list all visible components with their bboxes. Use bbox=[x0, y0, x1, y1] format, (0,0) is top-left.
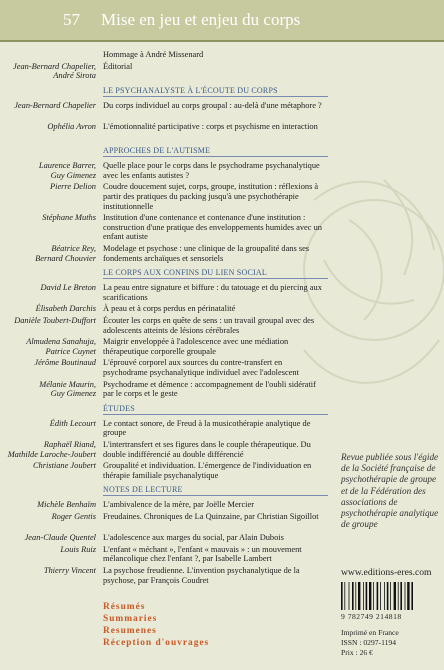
toc-title[interactable]: Institution d'une contenance et contenance d'une institution : construction d'une pratique des enveloppements humides avec un enfant autiste bbox=[103, 213, 322, 242]
toc-title[interactable]: Écouter les corps en quête de sens : un travail groupal avec des adolescents atteints de lésions cérébrales bbox=[103, 316, 315, 335]
toc-title[interactable]: Coudre doucement sujet, corps, groupe, institution : réflexions à partir des pratiques du packing jusqu'à une psychothérapie institutionnelle bbox=[103, 182, 319, 211]
barcode-bar bbox=[373, 582, 374, 610]
toc-author: Béatrice Rey, Bernard Chouvier bbox=[35, 244, 96, 263]
header-bar bbox=[0, 0, 444, 42]
toc-title[interactable]: Le contact sonore, de Freud à la musicothérapie analytique de groupe bbox=[103, 418, 311, 438]
toc-author: Laurence Barrer, Guy Gimenez bbox=[38, 161, 96, 180]
barcode-number: 9 782749 214818 bbox=[341, 612, 402, 621]
barcode-bar bbox=[400, 582, 402, 610]
barcode-bar bbox=[377, 582, 379, 610]
print-country: Imprimé en France bbox=[341, 628, 399, 637]
barcode-bar bbox=[355, 582, 356, 610]
barcode-bar bbox=[352, 582, 354, 610]
section-divider bbox=[103, 156, 328, 157]
section-heading: LE PSYCHANALYSTE À L'ÉCOUTE DU CORPS bbox=[103, 85, 278, 95]
toc-title[interactable]: L'ambivalence de la mère, par Joëlle Mercier bbox=[103, 500, 255, 510]
section-divider bbox=[103, 414, 328, 415]
toc-author: Jean-Claude Quentel bbox=[24, 533, 96, 543]
toc-author: Édith Lecourt bbox=[49, 418, 96, 428]
toc-title[interactable]: À peau et à corps perdus en périnatalité bbox=[103, 304, 236, 314]
barcode-bar bbox=[405, 582, 406, 610]
barcode-bar bbox=[394, 582, 396, 610]
toc-title[interactable]: L'intertransfert et ses figures dans le couple thérapeutique. Du double indifférencié au double différencié bbox=[103, 440, 311, 459]
toc-title[interactable]: Maigrir enveloppée à l'adolescence avec une médiation thérapeutique corporelle groupale bbox=[103, 337, 289, 356]
section-divider bbox=[103, 495, 328, 496]
link-resumenes[interactable]: Resumenes bbox=[103, 626, 157, 636]
toc-title[interactable]: L'adolescence aux marges du social, par Alain Dubois bbox=[103, 533, 284, 543]
toc-author: Pierre Delion bbox=[50, 182, 96, 192]
print-info bbox=[341, 628, 399, 658]
print-issn: ISSN : 0297-1194 bbox=[341, 638, 396, 647]
toc-title[interactable]: Groupalité et individuation. L'émergence de l'individuation en thérapie familiale psychanalytique bbox=[103, 461, 312, 480]
barcode-image bbox=[341, 582, 431, 610]
barcode-bar bbox=[398, 582, 399, 610]
toc-title[interactable]: L'enfant « méchant », l'enfant « mauvais » : un mouvement mélancolique chez l'enfant ?, par Isabelle Lambert bbox=[103, 544, 302, 564]
print-price: Prix : 26 € bbox=[341, 648, 373, 657]
toc-author: Danièle Toubert-Duffort bbox=[14, 316, 96, 325]
toc-title[interactable]: L'émotionnalité participative : corps et psychisme en interaction bbox=[103, 122, 318, 131]
toc-author: Roger Gentis bbox=[51, 512, 96, 521]
toc-title[interactable]: L'éprouvé corporel aux sources du contre-transfert en psychodrame psychanalytique individuel avec l'adolescent bbox=[103, 358, 299, 377]
link-summaries[interactable]: Summaries bbox=[103, 614, 158, 624]
barcode-bar bbox=[407, 582, 409, 610]
barcode-bar bbox=[358, 582, 360, 610]
website-link[interactable]: www.editions-eres.com bbox=[341, 567, 432, 578]
toc-title[interactable]: Psychodrame et démence : accompagnement de l'oubli sidératif par le corps et le geste bbox=[103, 379, 316, 399]
toc-title[interactable]: Quelle place pour le corps dans le psychodrame psychanalytique avec les enfants autistes ? bbox=[103, 161, 320, 180]
section-heading: ÉTUDES bbox=[103, 403, 135, 413]
barcode-bar bbox=[366, 582, 368, 610]
barcode-bar bbox=[380, 582, 381, 610]
barcode-bar bbox=[411, 582, 413, 610]
toc-author: Mélanie Maurin, Guy Gimenez bbox=[39, 379, 96, 399]
toc-author: Stéphane Muths bbox=[42, 213, 96, 223]
toc-author: Jérôme Boutinaud bbox=[34, 358, 96, 368]
barcode-bar bbox=[363, 582, 364, 610]
publisher-note: Revue publiée sous l'égide de la Société française de psychothérapie de groupe et de la Fédération des associations de psychothérapie analytique de groupe bbox=[341, 452, 439, 530]
barcode-bar bbox=[384, 582, 385, 610]
section-heading: NOTES DE LECTURE bbox=[103, 485, 183, 495]
toc-title[interactable]: Éditorial bbox=[103, 61, 133, 71]
issue-number: 57 bbox=[63, 10, 80, 29]
toc-author: Raphaël Riand, Mathilde Laroche-Joubert bbox=[7, 440, 96, 459]
link-reception[interactable]: Réception d'ouvrages bbox=[103, 638, 210, 648]
toc-author: Almudena Sanahuja, Patrice Cuynet bbox=[26, 337, 96, 356]
barcode-bar bbox=[387, 582, 389, 610]
toc-author: Louis Ruiz bbox=[60, 544, 96, 554]
section-divider bbox=[103, 96, 328, 97]
barcode-bar bbox=[349, 582, 350, 610]
barcode-bar bbox=[344, 582, 345, 610]
section-heading: LE CORPS AUX CONFINS DU LIEN SOCIAL bbox=[103, 268, 267, 278]
toc-author: David Le Breton bbox=[40, 283, 96, 293]
toc-author: Michèle Benhaïm bbox=[37, 500, 96, 510]
barcode-bar bbox=[341, 582, 343, 610]
toc-title[interactable]: La peau entre signature et biffure : du tatouage et du piercing aux scarifications bbox=[103, 283, 322, 302]
toc-title[interactable]: Freudaines. Chroniques de La Quinzaine, par Christian Sigoillot bbox=[103, 512, 319, 521]
toc-author: Élisabeth Darchis bbox=[35, 304, 96, 314]
toc-title[interactable]: La psychose freudienne. L'invention psychanalytique de la psychose, par François Coudret bbox=[103, 566, 300, 585]
toc-author: Jean-Bernard Chapelier bbox=[14, 100, 96, 110]
link-resumes[interactable]: Résumés bbox=[103, 602, 146, 612]
section-heading: APPROCHES DE L'AUTISME bbox=[103, 146, 211, 156]
toc-title[interactable]: Du corps individuel au corps groupal : au-delà d'une métaphore ? bbox=[103, 100, 322, 110]
barcode-bar bbox=[390, 582, 391, 610]
toc-author: Jean-Bernard Chapelier, André Sirota bbox=[13, 61, 96, 81]
toc-author: Thierry Vincent bbox=[43, 566, 96, 575]
section-divider bbox=[103, 278, 328, 279]
toc-title[interactable]: Hommage à André Missenard bbox=[103, 50, 204, 59]
bottom-links bbox=[103, 601, 209, 649]
toc-author: Christiane Joubert bbox=[32, 461, 96, 471]
toc-title[interactable]: Modelage et psychose : une clinique de la groupalité dans ses fondements archaïques et sensoriels bbox=[103, 244, 310, 263]
toc-author: Ophélia Avron bbox=[47, 122, 96, 131]
barcode-bar bbox=[369, 582, 371, 610]
issue-title: Mise en jeu et enjeu du corps bbox=[101, 10, 301, 29]
